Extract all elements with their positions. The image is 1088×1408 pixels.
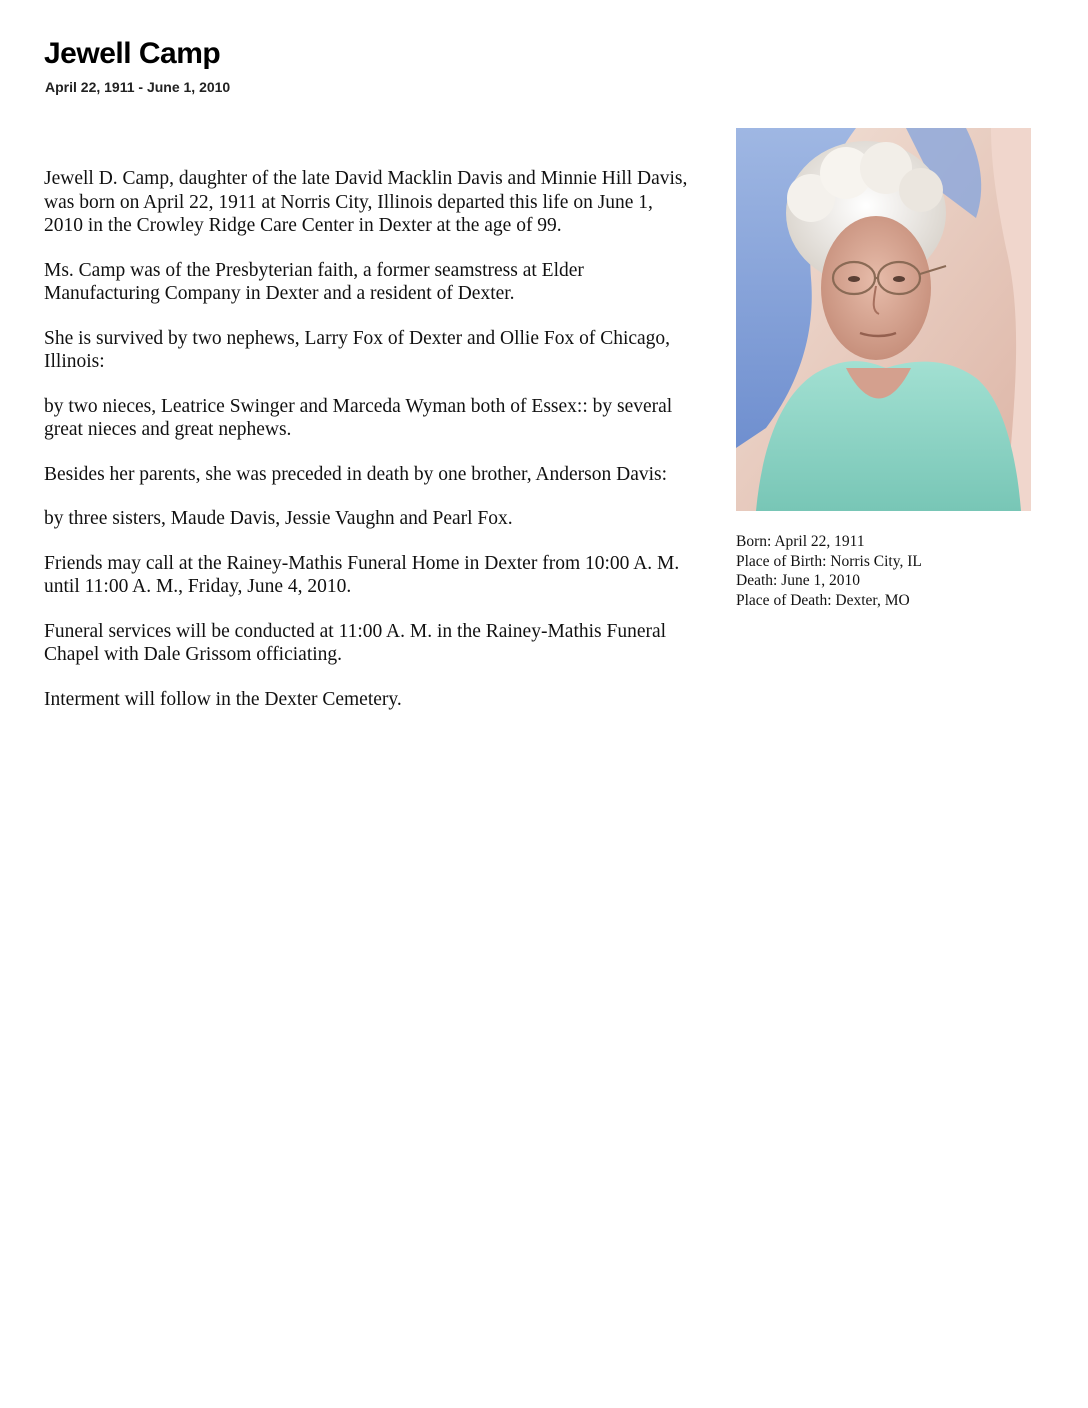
page-title: Jewell Camp — [44, 37, 221, 70]
obituary-paragraph: by three sisters, Maude Davis, Jessie Vaughn and Pearl Fox. — [44, 508, 513, 529]
born-fact: Born: April 22, 1911 — [736, 533, 865, 550]
obituary-text — [44, 167, 694, 732]
obituary-paragraph: Interment will follow in the Dexter Cemetery. — [44, 688, 402, 710]
portrait-illustration — [736, 128, 1031, 511]
obituary-paragraph: by two nieces, Leatrice Swinger and Marceda Wyman both of Essex:: by several great nieces and great nephews. — [44, 395, 673, 440]
obituary-paragraph: Funeral services will be conducted at 11:00 A. M. in the Rainey-Mathis Funeral Chapel with Dale Grissom officiating. — [44, 620, 667, 665]
vital-facts — [736, 532, 1036, 610]
place-of-birth-fact: Place of Birth: Norris City, IL — [736, 552, 922, 570]
place-of-death-fact: Place of Death: Dexter, MO — [736, 591, 910, 609]
obituary-paragraph: Jewell D. Camp, daughter of the late David Macklin Davis and Minnie Hill Davis, was born on April 22, 1911 at Norris City, Illinois departed this life on June 1, 2010 in the Crowley Ridge Care Center in Dexter at the age of 99. — [44, 168, 688, 236]
obituary-paragraph: Besides her parents, she was preceded in death by one brother, Anderson Davis: — [44, 463, 668, 485]
obituary-paragraph: Ms. Camp was of the Presbyterian faith, a former seamstress at Elder Manufacturing Company in Dexter and a resident of Dexter. — [44, 259, 584, 304]
portrait-photo — [736, 128, 1031, 511]
life-dates: April 22, 1911 - June 1, 2010 — [45, 79, 231, 95]
left-eye — [848, 276, 860, 282]
obituary-paragraph: She is survived by two nephews, Larry Fox of Dexter and Ollie Fox of Chicago, Illinois: — [44, 327, 671, 372]
death-fact: Death: June 1, 2010 — [736, 572, 860, 589]
obituary-paragraph: Friends may call at the Rainey-Mathis Funeral Home in Dexter from 10:00 A. M. until 11:00 A. M., Friday, June 4, 2010. — [44, 552, 680, 597]
right-eye — [893, 276, 905, 282]
hair-curl — [899, 168, 943, 212]
